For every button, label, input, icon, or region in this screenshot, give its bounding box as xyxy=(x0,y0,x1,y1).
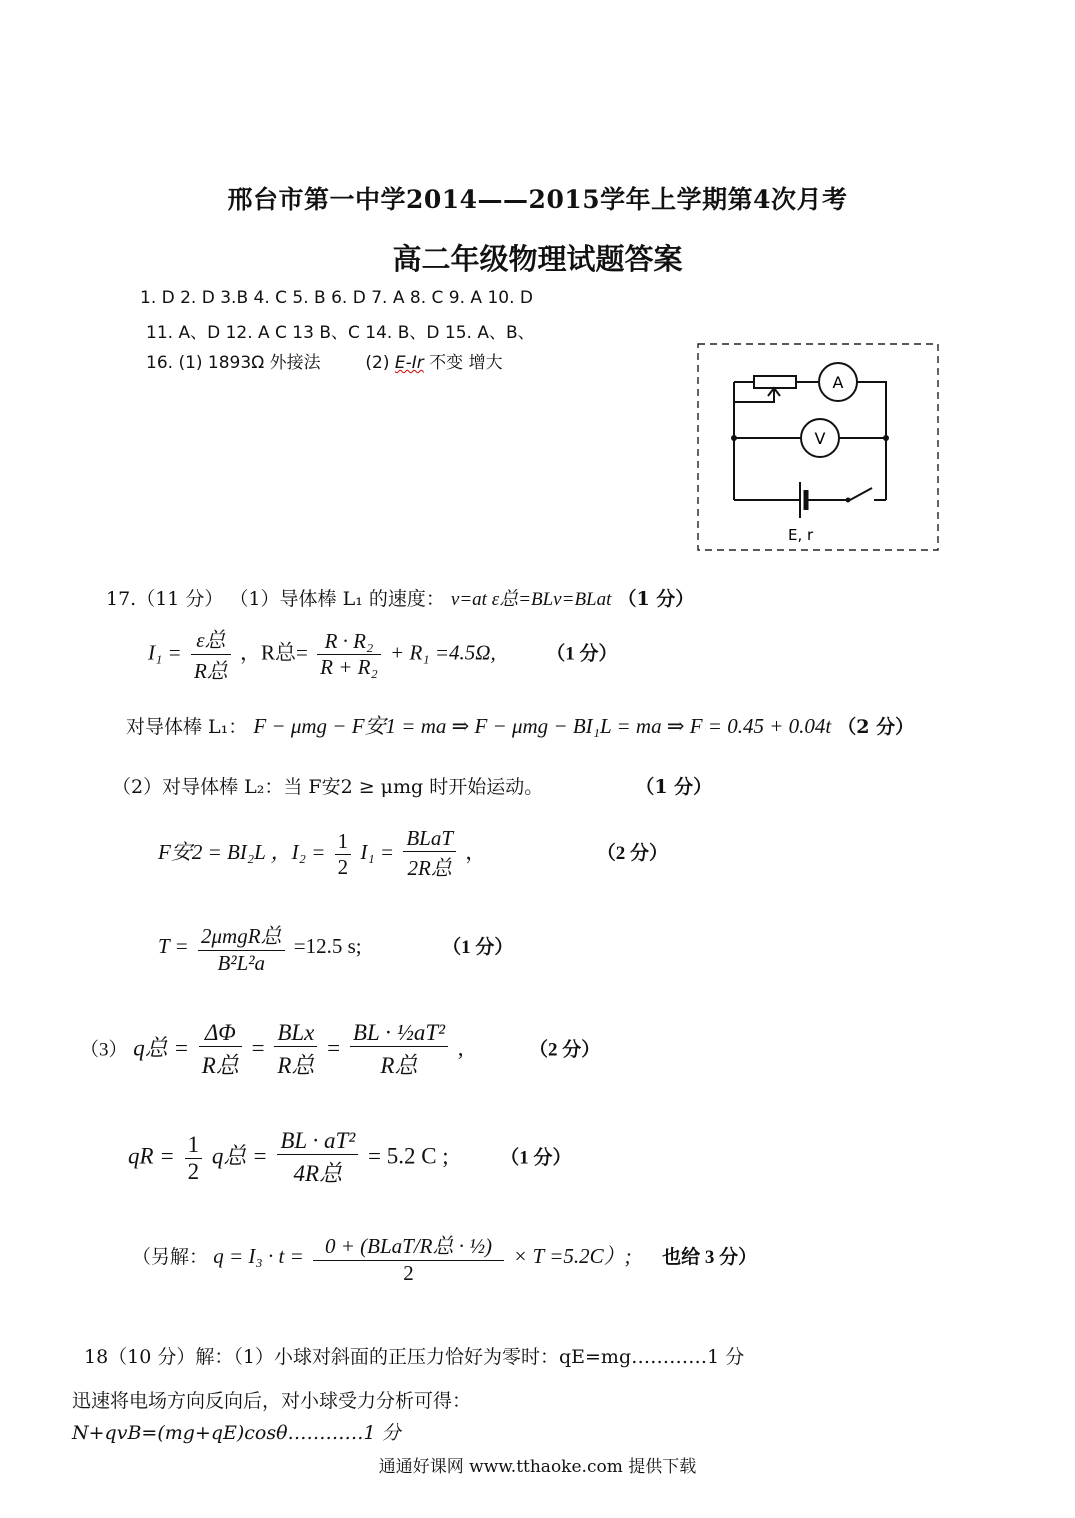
q17-line-5-eq2: I₁ = xyxy=(360,839,395,864)
fraction-numerator: BL · ½aT² xyxy=(350,1020,448,1047)
q17-line-8-score: （1 分） xyxy=(500,1147,572,1169)
answer-16-part2-label: (2) xyxy=(365,353,395,373)
q17-line-9 xyxy=(132,1230,757,1286)
fraction-denominator: B²L²a xyxy=(217,951,266,975)
q17-line-8-half xyxy=(185,1132,203,1185)
fraction-numerator: R · R₂ xyxy=(317,629,381,655)
q17-line-7: （3） q总 = $\frac{\Delta\Phi}{\text{R总}}$ = $\frac{\text{BLx}}{\text{R总}}$ = $\frac{\text{BL · ½aT²}}{\text{R总}}$ , （2 分） xyxy=(80,1020,601,1078)
fraction-denominator: R + R₂ xyxy=(320,655,378,679)
q17-line-4-text: （2）对导体棒 L₂：当 F安2 ≥ μmg 时开始运动。 xyxy=(112,776,544,798)
fraction-denominator: 2R总 xyxy=(407,856,452,880)
q17-line-2-end: + R₁ =4.5Ω, xyxy=(390,640,496,665)
answer-16-part1: 16. (1) 1893Ω 外接法 xyxy=(146,353,321,373)
switch-contact xyxy=(846,498,851,503)
answer-16-part2-rest: 不变 增大 xyxy=(423,353,503,373)
q17-line-9-equation: q = I₃ · t = xyxy=(213,1243,304,1268)
q17-line-7-label: （3） xyxy=(80,1039,128,1061)
fraction-numerator: 1 xyxy=(185,1132,203,1159)
q17-line-7-fraction-1 xyxy=(199,1020,242,1080)
q17-line-5-fraction xyxy=(403,826,456,882)
q17-line-3-equation: F − μmg − F安1 = ma ⇒ F − μmg − BI₁L = ma ⇒ F = 0.45 + 0.04t xyxy=(253,714,832,738)
q17-line-2-i1: I₁ = xyxy=(148,640,182,665)
q17-line-3-score: （2 分） xyxy=(837,716,915,738)
q17-line-1 xyxy=(106,584,694,611)
fraction-numerator: 1 xyxy=(335,829,352,855)
footer-credit: 通通好课网 www.tthaoke.com 提供下载 xyxy=(378,1457,697,1477)
q17-line-8-q: qR = xyxy=(128,1143,175,1169)
page-title: 邢台市第一中学2014——2015学年上学期第4次月考 xyxy=(227,185,848,214)
q17-line-2-score: （1 分） xyxy=(546,643,618,665)
q17-line-3-text: 对导体棒 L₁： xyxy=(126,716,248,738)
q17-line-9-label: （另解： xyxy=(132,1246,209,1268)
answer-16 xyxy=(146,348,503,373)
q17-line-7-score: （2 分） xyxy=(529,1039,601,1061)
q17-line-5-eq1: F安2 = BI₂L ，I₂ = xyxy=(158,839,326,864)
q17-line-9-fraction xyxy=(313,1230,504,1286)
fraction-denominator: 2 xyxy=(403,1261,414,1285)
fraction-numerator: 2μmgR总 xyxy=(198,920,285,951)
fraction-denominator: R总 xyxy=(277,1053,315,1078)
answer-16-expression: E-Ir xyxy=(394,353,424,373)
q17-line-3 xyxy=(126,710,914,740)
page-subtitle: 高二年级物理试题答案 xyxy=(392,242,683,276)
q17-line-2-fraction-2 xyxy=(317,629,381,680)
fraction-denominator: R总 xyxy=(193,659,228,683)
q17-line-1-score: （1 分） xyxy=(617,588,695,610)
q17-line-9-end: × T =5.2C）; xyxy=(513,1243,632,1268)
q17-line-5: F安2 = BI₂L ，I₂ = $\frac{1}{2}$ I₁ = $\frac{\text{BLaT}}{\text{2R总}}$ ， （2 分） xyxy=(158,826,669,880)
q18-line-2: 迅速将电场方向反向后，对小球受力分析可得： xyxy=(72,1390,472,1412)
fraction-numerator: ΔΦ xyxy=(199,1020,242,1047)
q17-line-5-half xyxy=(335,829,352,880)
q17-line-6 xyxy=(158,920,513,976)
q17-line-2-fraction-1 xyxy=(191,624,231,685)
q17-line-1-equation: v=at ε总=BLv=BLat xyxy=(450,589,612,610)
q17-line-2-mid: ，R总= xyxy=(240,640,308,665)
fraction-denominator: 4R总 xyxy=(293,1161,343,1186)
fraction-denominator: R总 xyxy=(201,1053,239,1078)
q17-line-2 xyxy=(148,624,617,685)
q17-line-8-value: = 5.2 C ; xyxy=(367,1143,449,1169)
q17-line-8-fraction xyxy=(277,1128,358,1188)
circuit-diagram xyxy=(696,342,942,554)
q17-line-6-score: （1 分） xyxy=(442,936,514,958)
answers-row-2: 11. A、D 12. A C 13 B、C 14. B、D 15. A、B、 xyxy=(146,323,535,343)
q17-line-4 xyxy=(112,772,712,799)
fraction-numerator: BL · aT² xyxy=(277,1128,358,1155)
q17-line-5-score: （2 分） xyxy=(596,842,669,864)
junction-dot-right xyxy=(883,435,889,441)
fraction-denominator: 2 xyxy=(337,854,349,879)
q17-line-6-t: T = xyxy=(158,933,189,958)
q17-line-6-fraction xyxy=(198,920,285,976)
fraction-denominator: R总 xyxy=(380,1053,418,1078)
fraction-numerator: 0 + (BLaT/R总 · ½) xyxy=(313,1230,504,1261)
q17-line-4-score: （1 分） xyxy=(635,776,713,798)
q18-line-3: N+qvB=(mg+qE)cosθ…………1 分 xyxy=(72,1422,401,1444)
rheostat xyxy=(754,376,796,388)
source-label: E, r xyxy=(788,526,814,544)
q17-line-1-text: 17.（11 分） （1）导体棒 L₁ 的速度： xyxy=(106,588,445,610)
fraction-numerator: BLaT xyxy=(403,826,456,852)
q17-line-7-fraction-3 xyxy=(350,1020,448,1080)
q17-line-8-mid: q总 = xyxy=(211,1143,268,1169)
fraction-numerator: BLx xyxy=(274,1020,317,1047)
junction-dot-left xyxy=(731,435,737,441)
q17-line-9-score: 也给 3 分） xyxy=(662,1246,758,1268)
ammeter-label: A xyxy=(832,373,844,392)
q17-line-6-value: =12.5 s; xyxy=(293,933,362,958)
q17-line-7-fraction-2 xyxy=(274,1020,317,1080)
q17-line-8 xyxy=(128,1128,571,1188)
voltmeter-label: V xyxy=(814,429,826,448)
switch-blade xyxy=(850,488,872,500)
fraction-numerator: ε总 xyxy=(191,624,231,655)
answers-row-1: 1. D 2. D 3.B 4. C 5. B 6. D 7. A 8. C 9. A 10. D xyxy=(140,288,533,308)
fraction-denominator: 2 xyxy=(187,1158,200,1184)
q18-line-1: 18（10 分）解：（1）小球对斜面的正压力恰好为零时：qE=mg…………1 分 xyxy=(84,1346,745,1368)
q17-line-7-q: q总 = xyxy=(133,1035,190,1061)
